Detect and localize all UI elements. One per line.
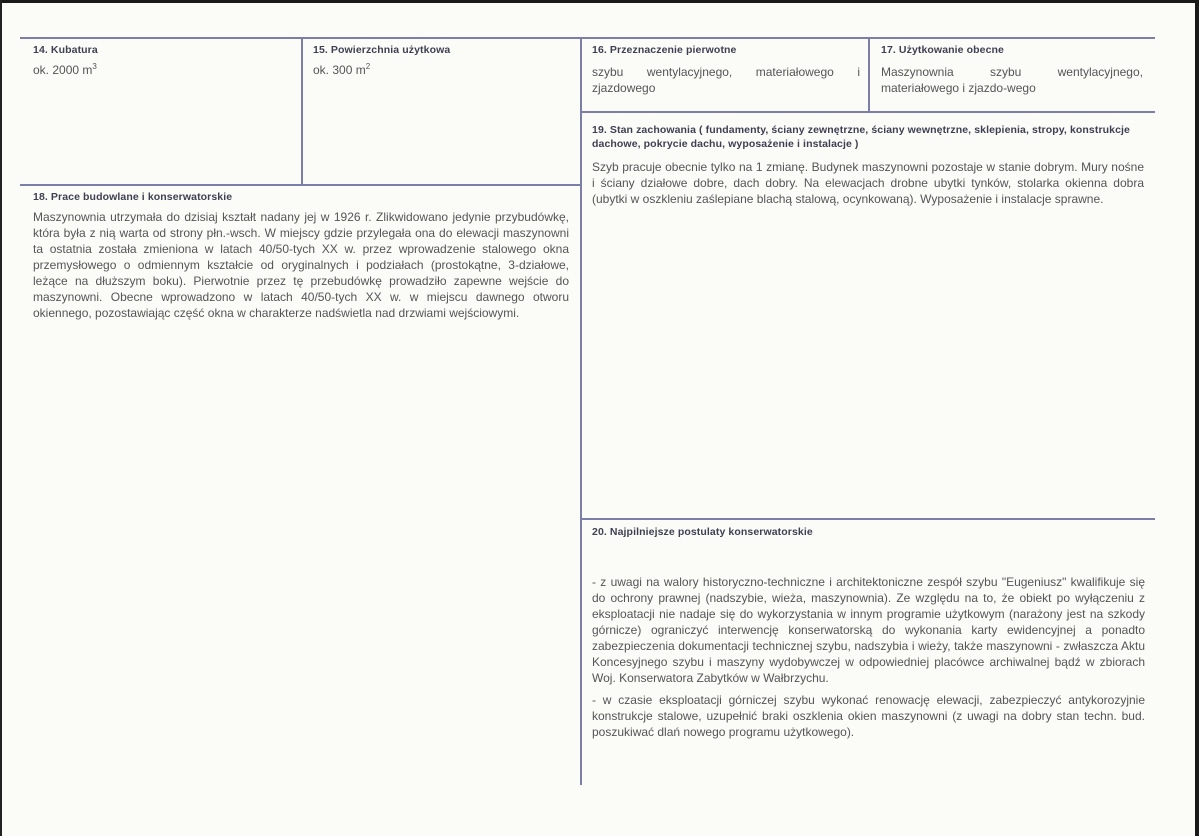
prace-budowlane-value: Maszynownia utrzymała do dzisiaj kształt nadany jej w 1926 r. Zlikwidowano jedynie przybudówkę, która była z nią warta od strony płn.-wsch. W miejscy gdzie przylegała ona do elewacji maszynowni ta ostatnia została zmieniona w latach 40/50-tych XX w. przez wprowadzenie stalowego okna przemysłowego o odmiennym kształcie od oryginalnych i podziałach (prostokątne, 3-działowe, leżące na dłuższym boku). Pierwotnie przez tę przebudówkę prowadziło zapewne wejście do maszynowni. Obecne wprowadzono w latach 40/50-tych XX w. w miejscu dawnego otworu okiennego, pozostawiając część okna w charakterze nadświetla nad drzwiami wejściowymi.: [33, 210, 569, 320]
prace-budowlane-label: 18. Prace budowlane i konserwatorskie: [33, 191, 233, 203]
cell-postulaty: [592, 526, 1145, 786]
kubatura-label: 14. Kubatura: [33, 44, 98, 56]
uzytkowanie-label: 17. Użytkowanie obecne: [881, 44, 1004, 56]
postulaty-label: 20. Najpilniejsze postulaty konserwatorskie: [592, 526, 813, 538]
kubatura-value: [33, 62, 295, 78]
stan-zachowania-value: Szyb pracuje obecnie tylko na 1 zmianę. Budynek maszynowni pozostaje w stanie dobrym. Mury nośne i ściany działowe dobre, dach dobry. Na elewacjach drobne ubytki tynków, stolarka okienna dobra (ubytki w oszkleniu zaślepiane blachą stalową, ocynkowaną). Wyposażenie i instalacje sprawne.: [592, 160, 1144, 206]
grid-line-vert-1: [301, 37, 303, 186]
top-border: [0, 0, 1199, 3]
kubatura-value-text: ok. 2000 m: [33, 63, 93, 77]
postulaty-paragraph-2: - w czasie eksploatacji górniczej szybu wykonać renowację elewacji, zabezpieczyć antykorozyjnie konstrukcje stalowe, uzupełnić braki oszklenia okien maszynowni (z uwagi na dobry stan techn. bud. poszukiwać dlań nowego programu użytkowego).: [592, 693, 1145, 739]
powierzchnia-label: 15. Powierzchnia użytkowa: [313, 44, 451, 56]
right-border: [1195, 0, 1199, 836]
kubatura-value-sup: 3: [92, 62, 97, 71]
uzytkowanie-value: Maszynownia szybu wentylacyjnego, materiałowego i zjazdo-wego: [881, 65, 1143, 95]
powierzchnia-value-sup: 2: [365, 62, 371, 71]
cell-prace-budowlane: [33, 191, 569, 781]
left-border: [0, 0, 2, 836]
przeznaczenie-value: szybu wentylacyjnego, materiałowego i zjazdowego: [592, 65, 860, 95]
grid-line-top: [20, 37, 1155, 39]
powierzchnia-value-text: ok. 300 m: [313, 63, 366, 77]
grid-line-row3-right: [580, 518, 1155, 520]
stan-zachowania-label: 19. Stan zachowania ( fundamenty, ściany zewnętrzne, ściany wewnętrzne, sklepienia, stropy, konstrukcje dachowe, pokrycie dachu, wyposażenie i instalacje ): [592, 124, 1130, 150]
grid-line-vert-2: [868, 37, 870, 113]
cell-przeznaczenie: [592, 44, 860, 110]
powierzchnia-value: [313, 62, 575, 78]
cell-uzytkowanie: [881, 44, 1143, 110]
cell-stan-zachowania: [592, 123, 1144, 515]
postulaty-paragraph-1: - z uwagi na walory historyczno-techniczne i architektoniczne zespół szybu "Eugeniusz" kwalifikuje się do ochrony prawnej (nadszybie, wieża, maszynownia). Ze względu na to, że obiekt po wyłączeniu z eksploatacji nie nadaje się do wykorzystania w innym programie użytkowym (narażony jest na szkody górnicze) ograniczyć interwencję konserwatorską do wykonania karty ewidencyjnej a ponadto zabezpieczenia dokumentacji technicznej szybu, nadszybia i wieży, także maszynowni - zwłaszcza Aktu Koncesyjnego szybu i maszyny wydobywczej w odpowiedniej placówce archiwalnej bądź w zbiorach Woj. Konserwatora Zabytków w Wałbrzychu.: [592, 575, 1145, 685]
cell-kubatura: [33, 44, 295, 182]
cell-powierzchnia: [313, 44, 575, 182]
przeznaczenie-label: 16. Przeznaczenie pierwotne: [592, 44, 737, 56]
grid-line-vert-center: [580, 37, 582, 785]
